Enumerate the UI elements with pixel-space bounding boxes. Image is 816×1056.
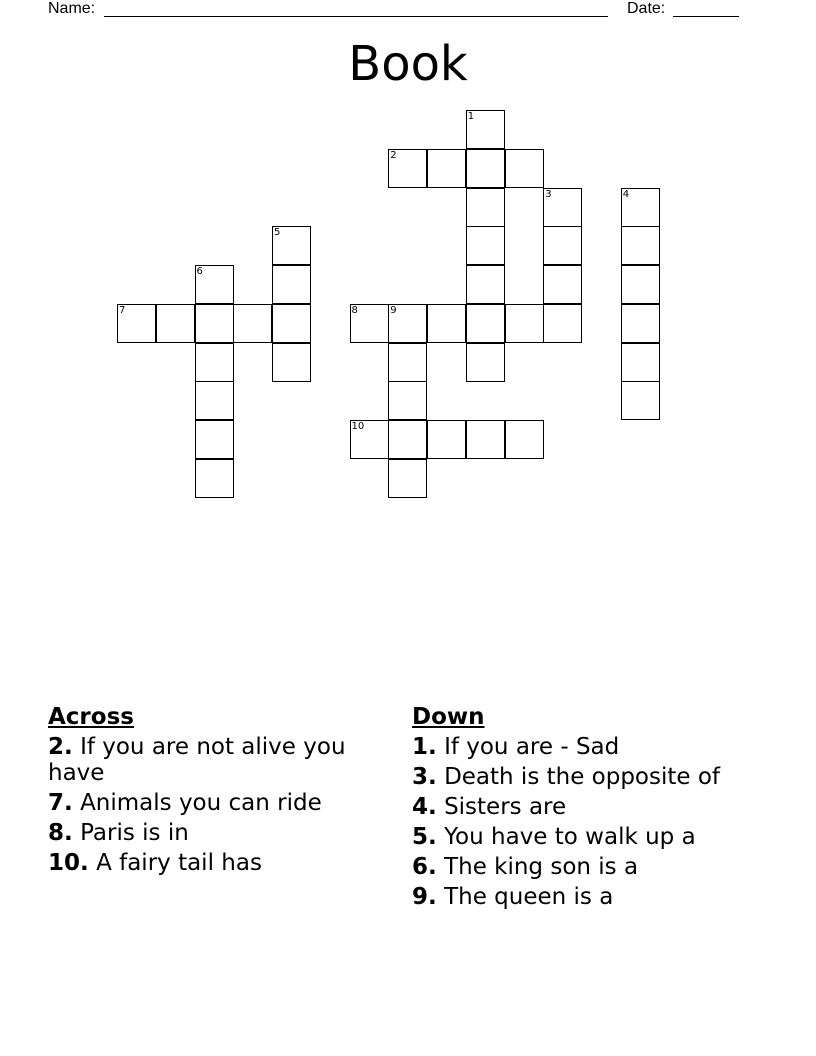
clue-item bbox=[412, 764, 772, 790]
grid-cell[interactable] bbox=[621, 343, 660, 382]
grid-cell[interactable] bbox=[388, 304, 427, 343]
grid-cell[interactable] bbox=[466, 110, 505, 149]
grid-cell[interactable] bbox=[388, 149, 427, 188]
grid-cell[interactable] bbox=[233, 304, 272, 343]
grid-cell[interactable] bbox=[543, 304, 582, 343]
grid-cell[interactable] bbox=[466, 420, 505, 459]
down-heading: Down bbox=[412, 704, 485, 730]
across-heading: Across bbox=[48, 704, 134, 730]
grid-cell[interactable] bbox=[272, 265, 311, 304]
clue-text: The queen is a bbox=[444, 884, 614, 910]
clue-item bbox=[48, 850, 388, 876]
date-label: Date: bbox=[627, 0, 666, 17]
grid-cell[interactable] bbox=[466, 226, 505, 265]
clue-number: 4. bbox=[412, 794, 437, 820]
cell-number: 1 bbox=[467, 111, 475, 122]
grid-cell[interactable] bbox=[621, 304, 660, 343]
cell-number: 3 bbox=[545, 188, 552, 200]
clue-item bbox=[412, 854, 772, 880]
grid-cell[interactable] bbox=[621, 188, 660, 227]
grid-cell[interactable] bbox=[388, 459, 427, 498]
clue-item bbox=[48, 734, 388, 786]
clue-number: 3. bbox=[412, 764, 437, 790]
grid-cell[interactable] bbox=[272, 343, 311, 382]
grid-cell[interactable] bbox=[621, 265, 660, 304]
clue-text: If you are not alive you have bbox=[48, 734, 346, 786]
grid-cell[interactable] bbox=[621, 226, 660, 265]
grid-cell[interactable] bbox=[466, 265, 505, 304]
cell-number: 4 bbox=[622, 188, 630, 200]
grid-cell[interactable] bbox=[505, 149, 544, 188]
grid-cell[interactable] bbox=[505, 420, 544, 459]
cell-number: 9 bbox=[390, 304, 397, 316]
cell-number: 6 bbox=[196, 266, 203, 277]
clue-number: 7. bbox=[48, 790, 73, 816]
across-clues bbox=[48, 702, 388, 880]
clue-number: 6. bbox=[412, 854, 437, 880]
clue-text: Sisters are bbox=[444, 794, 567, 820]
page-title: Book bbox=[348, 36, 468, 92]
clue-number: 9. bbox=[412, 884, 437, 910]
grid-cell[interactable] bbox=[543, 188, 582, 227]
cell-number: 7 bbox=[119, 304, 126, 316]
clue-number: 10. bbox=[48, 850, 89, 876]
grid-cell[interactable] bbox=[388, 381, 427, 420]
clue-text: You have to walk up a bbox=[444, 824, 696, 850]
grid-cell[interactable] bbox=[195, 381, 234, 420]
grid-cell[interactable] bbox=[350, 420, 389, 459]
grid-cell[interactable] bbox=[427, 304, 466, 343]
clue-text: The king son is a bbox=[444, 854, 639, 880]
grid-cell[interactable] bbox=[466, 343, 505, 382]
grid-cell[interactable] bbox=[388, 420, 427, 459]
clue-item bbox=[48, 790, 388, 816]
clue-item bbox=[412, 824, 772, 850]
clue-text: Paris is in bbox=[80, 820, 189, 846]
clue-item bbox=[48, 820, 388, 846]
grid-cell[interactable] bbox=[388, 343, 427, 382]
down-clues bbox=[412, 702, 772, 914]
grid-cell[interactable] bbox=[466, 304, 505, 343]
grid-cell[interactable] bbox=[427, 420, 466, 459]
crossword-grid bbox=[0, 0, 816, 520]
grid-cell[interactable] bbox=[272, 304, 311, 343]
clue-text: If you are - Sad bbox=[444, 734, 620, 760]
clue-item bbox=[412, 884, 772, 910]
grid-cell[interactable] bbox=[505, 304, 544, 343]
grid-cell[interactable] bbox=[543, 265, 582, 304]
clue-text: Death is the opposite of bbox=[444, 764, 721, 790]
clue-text: Animals you can ride bbox=[80, 790, 322, 816]
clue-number: 2. bbox=[48, 734, 73, 760]
clue-number: 5. bbox=[412, 824, 437, 850]
grid-cell[interactable] bbox=[466, 149, 505, 188]
grid-cell[interactable] bbox=[466, 188, 505, 227]
clue-number: 1. bbox=[412, 734, 437, 760]
cell-number: 10 bbox=[351, 421, 365, 432]
grid-cell[interactable] bbox=[427, 149, 466, 188]
clue-item bbox=[412, 734, 772, 760]
grid-cell[interactable] bbox=[195, 265, 234, 304]
grid-cell[interactable] bbox=[195, 304, 234, 343]
clue-text: A fairy tail has bbox=[96, 850, 262, 876]
grid-cell[interactable] bbox=[621, 381, 660, 420]
cell-number: 2 bbox=[390, 149, 397, 161]
grid-cell[interactable] bbox=[195, 420, 234, 459]
grid-cell[interactable] bbox=[195, 459, 234, 498]
name-label: Name: bbox=[48, 0, 96, 17]
grid-cell[interactable] bbox=[195, 343, 234, 382]
grid-cell[interactable] bbox=[156, 304, 195, 343]
clue-item bbox=[412, 794, 772, 820]
grid-cell[interactable] bbox=[117, 304, 156, 343]
clue-number: 8. bbox=[48, 820, 73, 846]
grid-cell[interactable] bbox=[272, 226, 311, 265]
grid-cell[interactable] bbox=[350, 304, 389, 343]
cell-number: 8 bbox=[351, 304, 358, 316]
grid-cell[interactable] bbox=[543, 226, 582, 265]
cell-number: 5 bbox=[274, 227, 281, 239]
